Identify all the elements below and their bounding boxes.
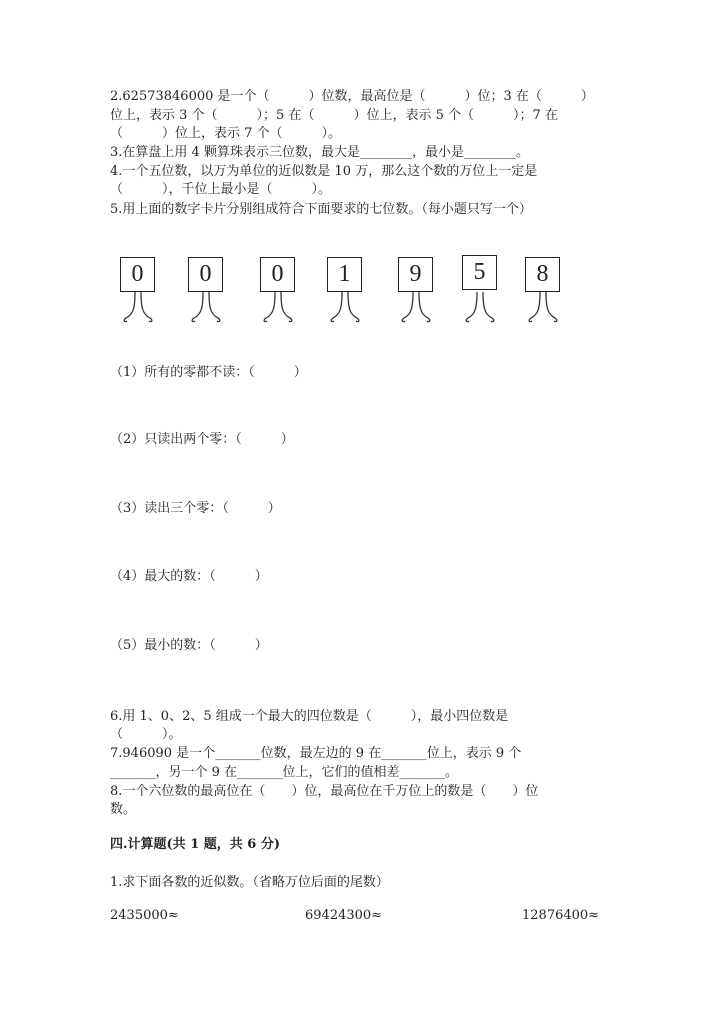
question-3: 3.在算盘上用 4 颗算珠表示三位数，最大是________，最小是________。 [110,145,529,160]
section-heading: 四.计算题(共 1 题，共 6 分) [110,837,281,852]
sub-question-4: （4）最大的数：（ ） [110,569,268,584]
question-4-line-2: （ ），千位上最小是（ ）。 [110,182,332,197]
calc-item: 12876400≈ [522,908,600,923]
card-legs-icon [460,292,500,324]
digit-card: 8 [525,257,560,292]
question-4-line-1: 4.一个五位数，以万为单位的近似数是 10 万，那么这个数的万位上一定是 [110,164,538,179]
question-2-line-3: （ ）位上，表示 7 个（ ）。 [110,126,342,141]
digit-card: 0 [120,257,155,292]
card-legs-icon [258,292,298,324]
question-7-line-2: _______，另一个 9 在_______位上，它们的值相差_______。 [110,765,459,780]
sub-question-3: （3）读出三个零：（ ） [110,501,281,516]
digit-card: 0 [260,257,295,292]
question-7-line-1: 7.946090 是一个_______位数，最左边的 9 在_______位上，表示 9 个 [110,746,522,761]
question-2-line-1: 2.62573846000 是一个（ ）位数，最高位是（ ）位；3 在（ ） [110,89,594,104]
card-legs-icon [325,292,365,324]
sub-question-5: （5）最小的数：（ ） [110,638,268,653]
digit-card: 1 [327,257,362,292]
question-5: 5.用上面的数字卡片分别组成符合下面要求的七位数。（每小题只写一个） [110,202,532,217]
question-8-line-1: 8.一个六位数的最高位在（ ）位，最高位在千万位上的数是（ ）位 [110,784,539,799]
card-legs-icon [186,292,226,324]
sub-question-2: （2）只读出两个零：（ ） [110,432,294,447]
question-6-line-2: （ ）。 [110,727,182,742]
question-2-line-2: 位上，表示 3 个（ ）；5 在（ ）位上，表示 5 个（ ）；7 在 [110,108,558,123]
calc-prompt: 1.求下面各数的近似数。（省略万位后面的尾数） [110,875,389,890]
question-8-line-2: 数。 [110,802,137,817]
card-legs-icon [118,292,158,324]
digit-card: 5 [462,255,497,290]
card-legs-icon [396,292,436,324]
card-legs-icon [523,292,563,324]
sub-question-1: （1）所有的零都不读：（ ） [110,365,307,380]
question-6-line-1: 6.用 1、0、2、5 组成一个最大的四位数是（ ），最小四位数是 [110,709,509,724]
digit-card: 0 [188,257,223,292]
calc-item: 2435000≈ [110,908,179,923]
digit-card: 9 [398,257,433,292]
calc-item: 69424300≈ [305,908,383,923]
